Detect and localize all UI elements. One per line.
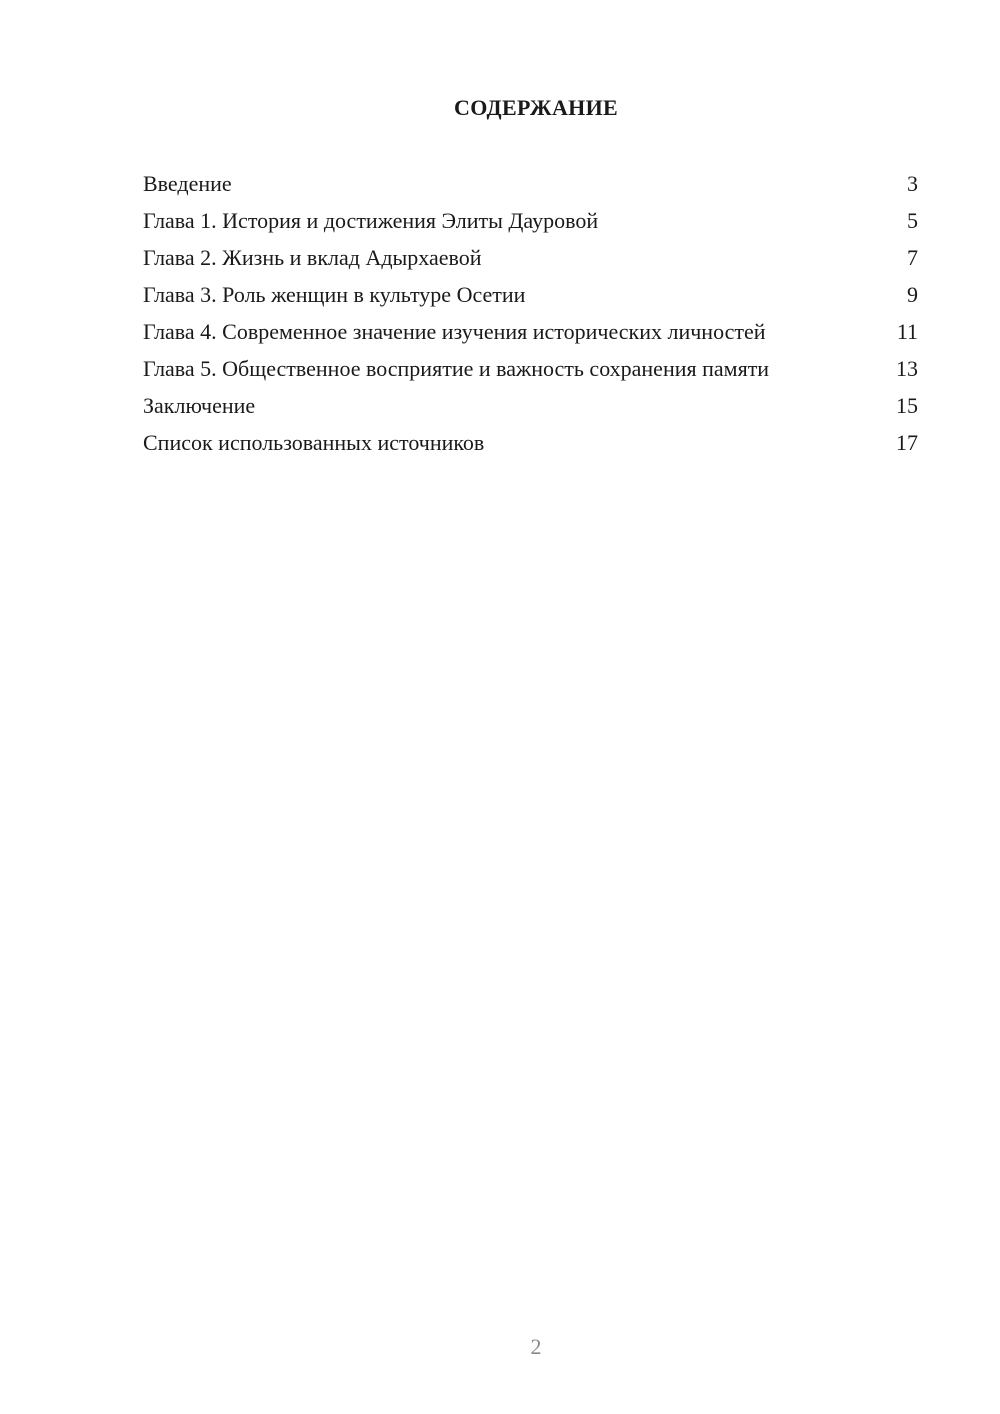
toc-entry-title: Заключение [143, 393, 256, 418]
toc-entry-chapter-5 [143, 355, 918, 382]
toc-entry-title: Глава 2. Жизнь и вклад Адырхаевой [143, 245, 482, 270]
table-of-contents [143, 170, 918, 466]
toc-entry-chapter-2 [143, 244, 918, 271]
toc-entry-page: 5 [907, 208, 918, 233]
toc-entry-conclusion [143, 392, 918, 419]
toc-entry-page: 9 [907, 282, 918, 307]
toc-entry-chapter-3 [143, 281, 918, 308]
toc-entry-page: 3 [907, 171, 918, 196]
page-title: СОДЕРЖАНИЕ [454, 95, 618, 120]
toc-entry-title: Глава 1. История и достижения Элиты Дауровой [143, 208, 599, 233]
toc-entry-page: 15 [896, 393, 918, 418]
toc-entry-references [143, 429, 918, 456]
toc-entry-page: 7 [907, 245, 918, 270]
toc-entry-introduction [143, 170, 918, 197]
toc-entry-title: Глава 3. Роль женщин в культуре Осетии [143, 282, 526, 307]
toc-entry-page: 11 [896, 319, 918, 344]
toc-entry-page: 17 [896, 430, 918, 455]
toc-entry-title: Глава 4. Современное значение изучения исторических личностей [143, 319, 766, 344]
toc-entry-chapter-1 [143, 207, 918, 234]
toc-entry-title: Введение [143, 171, 232, 196]
page-number: 2 [530, 1334, 542, 1359]
toc-entry-page: 13 [896, 356, 918, 381]
toc-entry-title: Глава 5. Общественное восприятие и важность сохранения памяти [143, 356, 770, 381]
toc-entry-title: Список использованных источников [143, 430, 485, 455]
toc-entry-chapter-4 [143, 318, 918, 345]
